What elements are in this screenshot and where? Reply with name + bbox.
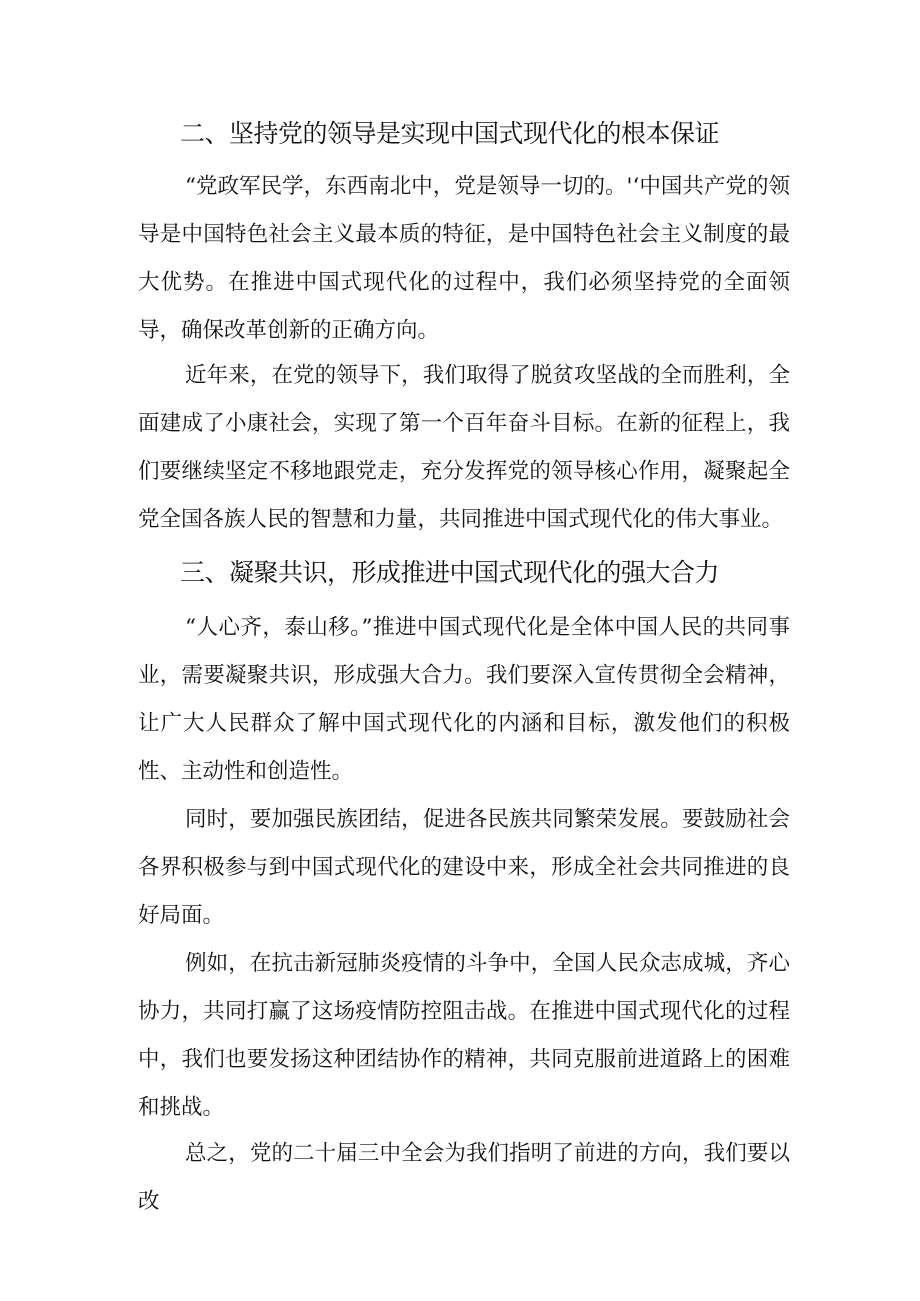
paragraph-conclusion: 总之，党的二十届三中全会为我们指明了前进的方向，我们要以改 xyxy=(138,1141,790,1214)
paragraph-party-leadership: “党政军民学，东西南北中，党是领导一切的。'‘中国共产党的领导是中国特色社会主义最本质的特征，是中国特色社会主义制度的最大优势。在推进中国式现代化的过程中，我们必须坚持党的全面领导，确保改革创新的正确方向。 xyxy=(138,174,790,343)
paragraph-example-epidemic: 例如，在抗击新冠肺炎疫情的斗争中，全国人民众志成城，齐心协力，共同打赢了这场疫情防控阻击战。在推进中国式现代化的过程中，我们也要发扬这种团结协作的精神，共同克服前进道路上的困难和挑战。 xyxy=(138,951,790,1120)
paragraph-ethnic-unity: 同时，要加强民族团结，促进各民族共同繁荣发展。要鼓励社会各界积极参与到中国式现代化的建设中来，形成全社会共同推进的良好局面。 xyxy=(138,807,790,928)
paragraph-consensus: “人心齐，泰山移。”推进中国式现代化是全体中国人民的共同事业，需要凝聚共识，形成强大合力。我们要深入宣传贯彻全会精神，让广大人民群众了解中国式现代化的内涵和目标，激发他们的积极性、主动性和创造性。 xyxy=(138,615,790,784)
section-heading-2: 二、坚持党的领导是实现中国式现代化的根本保证 xyxy=(180,119,720,148)
paragraph-recent-years: 近年来，在党的领导下，我们取得了脱贫攻坚战的全而胜利，全面建成了小康社会，实现了第一个百年奋斗目标。在新的征程上，我们要继续坚定不移地跟党走，充分发挥党的领导核心作用，凝聚起全党全国各族人民的智慧和力量，共同推进中国式现代化的伟大事业。 xyxy=(138,363,790,532)
section-heading-3: 三、凝聚共识，形成推进中国式现代化的强大合力 xyxy=(180,558,720,587)
